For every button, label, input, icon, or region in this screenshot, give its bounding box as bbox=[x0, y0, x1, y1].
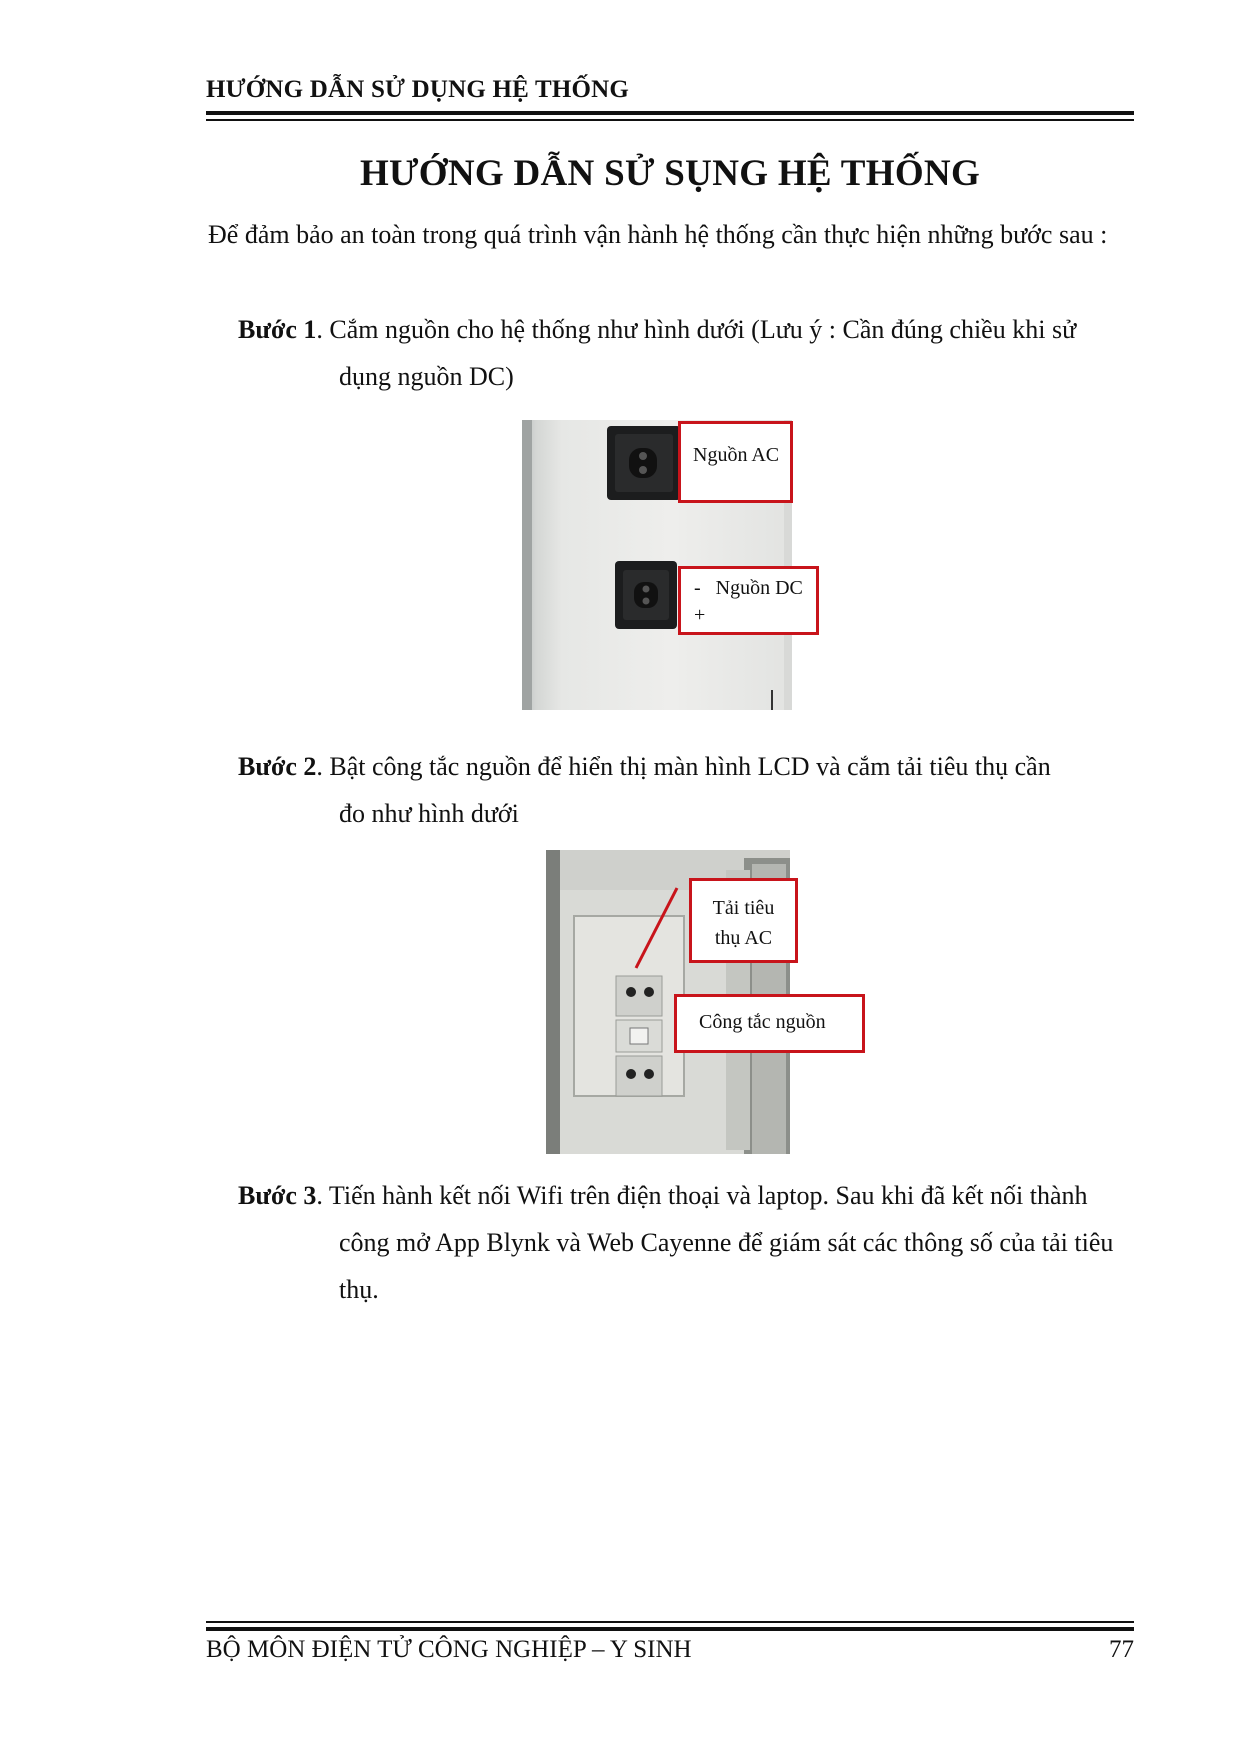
footer-rule-thin bbox=[206, 1621, 1134, 1623]
running-header: HƯỚNG DẪN SỬ DỤNG HỆ THỐNG bbox=[206, 76, 630, 103]
step-1-text-cont: dụng nguồn DC) bbox=[339, 362, 514, 391]
step-3-text-cont: công mở App Blynk và Web Cayenne để giám sát các thông số của tải tiêu thụ. bbox=[339, 1228, 1114, 1304]
dc-minus-symbol: - bbox=[694, 577, 701, 599]
footer-rule-thick bbox=[206, 1627, 1134, 1631]
step-3 bbox=[238, 1172, 1128, 1313]
power-switch-callout bbox=[674, 994, 865, 1053]
step-2-text: . Bật công tắc nguồn để hiển thị màn hình LCD và cắm tải tiêu thụ cần bbox=[316, 752, 1051, 781]
step-1-label: Bước 1 bbox=[238, 315, 317, 344]
ac-load-label-line2: thụ AC bbox=[714, 927, 773, 949]
dc-power-callout bbox=[678, 566, 819, 635]
header-rule-thin bbox=[206, 119, 1134, 121]
step-2 bbox=[238, 743, 1128, 837]
step-2-text-cont: đo như hình dưới bbox=[339, 799, 519, 828]
step-1-text: . Cắm nguồn cho hệ thống như hình dưới (Lưu ý : Cần đúng chiều khi sử bbox=[316, 315, 1077, 344]
dc-plus-symbol: + bbox=[694, 604, 706, 626]
power-switch-label: Công tắc nguồn bbox=[699, 1011, 826, 1033]
step-2-label: Bước 2 bbox=[238, 752, 317, 781]
step-1 bbox=[238, 306, 1128, 400]
ac-power-label: Nguồn AC bbox=[693, 444, 780, 466]
header-rule-thick bbox=[206, 111, 1134, 115]
dc-power-label: Nguồn DC bbox=[715, 577, 803, 599]
intro-paragraph: Để đảm bảo an toàn trong quá trình vận hành hệ thống cần thực hiện những bước sau : bbox=[208, 220, 1108, 249]
page-number: 77 bbox=[1109, 1636, 1134, 1663]
step-3-text: . Tiến hành kết nối Wifi trên điện thoại và laptop. Sau khi đã kết nối thành bbox=[316, 1181, 1088, 1210]
footer-department: BỘ MÔN ĐIỆN TỬ CÔNG NGHIỆP – Y SINH bbox=[206, 1636, 692, 1663]
page-title: HƯỚNG DẪN SỬ SỤNG HỆ THỐNG bbox=[359, 153, 981, 194]
ac-load-label-line1: Tải tiêu bbox=[712, 897, 775, 919]
step-3-label: Bước 3 bbox=[238, 1181, 317, 1210]
ac-power-callout bbox=[678, 421, 793, 503]
ac-load-callout bbox=[689, 878, 798, 963]
